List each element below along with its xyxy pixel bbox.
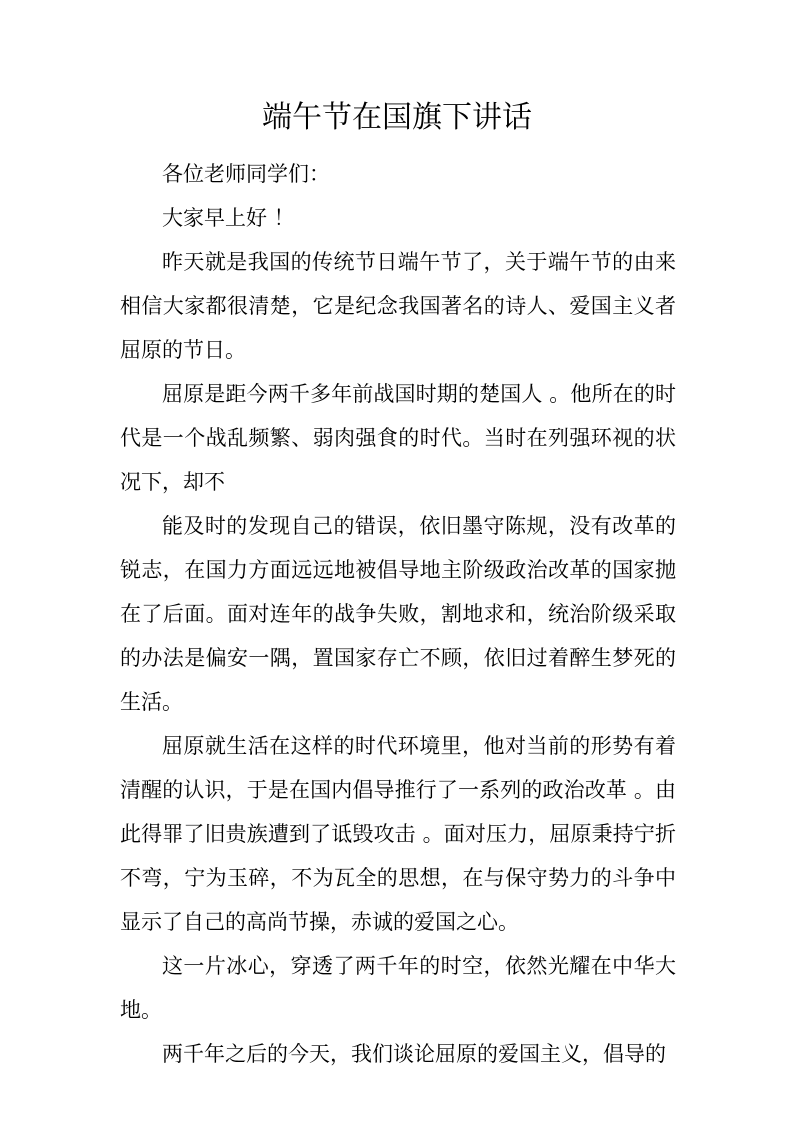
paragraph-line: 清醒的认识，于是在国内倡导推行了一系列的政治改革 。由 — [120, 778, 676, 802]
paragraph — [120, 240, 676, 372]
paragraph-line: 各位老师同学们： — [162, 162, 330, 186]
paragraph-line: 的办法是偏安一隅，置国家存亡不顾，依旧过着醉生梦死的 — [120, 646, 676, 670]
paragraph-line: 锐志，在国力方面远远地被倡导地主阶级政治改革的国家抛 — [120, 558, 676, 582]
paragraph — [120, 1032, 676, 1076]
paragraph-line: 相信大家都很清楚，它是纪念我国著名的诗人、爱国主义者 — [120, 294, 676, 318]
paragraph-line: 屈原是距今两千多年前战国时期的楚国人 。他所在的时 — [162, 382, 676, 406]
paragraph-line: 显示了自己的高尚节操，赤诚的爱国之心。 — [120, 910, 519, 934]
paragraph-line: 在了后面。面对连年的战争失败，割地求和，统治阶级采取 — [120, 602, 676, 626]
paragraph — [120, 152, 676, 196]
paragraph-line: 此得罪了旧贵族遭到了诋毁攻击 。面对压力，屈原秉持宁折 — [120, 822, 676, 846]
paragraph-line: 屈原就生活在这样的时代环境里，他对当前的形势有着 — [162, 734, 676, 758]
paragraph-line: 不弯，宁为玉碎，不为瓦全的思想，在与保守势力的斗争中 — [120, 866, 676, 890]
paragraph-line: 屈原的节日。 — [120, 338, 246, 362]
paragraph-line: 两千年之后的今天，我们谈论屈原的爱国主义，倡导的 — [162, 1042, 666, 1066]
paragraph — [120, 372, 676, 504]
paragraph — [120, 944, 676, 1032]
document-body — [120, 152, 676, 1076]
paragraph-line: 代是一个战乱频繁、弱肉强食的时代。当时在列强环视的状 — [120, 426, 676, 450]
paragraph — [120, 196, 676, 240]
paragraph-line: 能及时的发现自己的错误，依旧墨守陈规，没有改革的 — [162, 514, 676, 538]
paragraph-line: 况下，却不 — [120, 470, 225, 494]
paragraph — [120, 724, 676, 944]
paragraph-line: 大家早上好 ！ — [162, 206, 295, 230]
paragraph-line: 昨天就是我国的传统节日端午节了，关于端午节的由来 — [162, 250, 676, 274]
paragraph-line: 地。 — [120, 998, 162, 1022]
document-title: 端午节在国旗下讲话 — [262, 100, 532, 135]
paragraph-line: 这一片冰心，穿透了两千年的时空，依然光耀在中华大 — [162, 954, 676, 978]
paragraph-line: 生活。 — [120, 690, 183, 714]
paragraph — [120, 504, 676, 724]
